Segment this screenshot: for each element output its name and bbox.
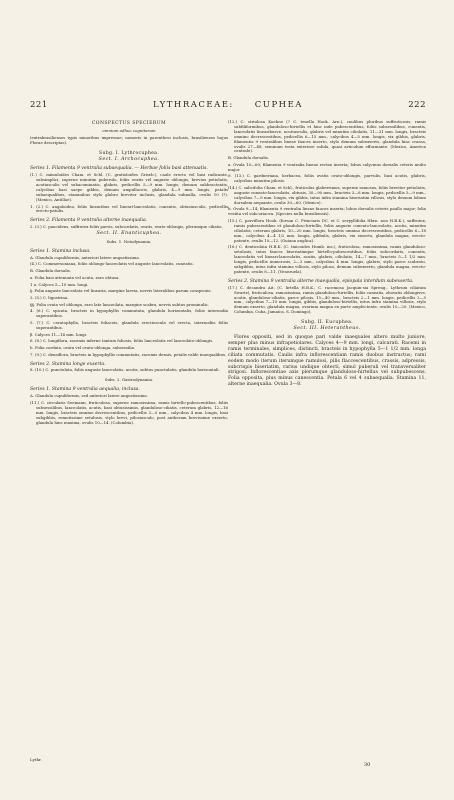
species-entry: (14.) C. salicifolia Cham. et Schl., fruticulus glaberrimus, superne ramosus, foliis breviter petiolatis, anguste cuneato-lanceolatis, obtusis, 30—90 mm., bracteis 3—8 mm. longis, pedicellis 5—9 mm., calycibus 7—9 mm. longis, vix gibbis, intus infra stamina biseriatim villosis, stylo demum lobum dorsalem aequante, ovulis 30—60. (Mexico). bbox=[228, 185, 426, 205]
subsection-heading: Subs. 1. Notodynamia. bbox=[106, 238, 152, 244]
series-heading: Series 1. Filamenta 9 ventralia subaequalia. — Herbae foliis basi attenuatis. bbox=[30, 166, 208, 172]
key-line: 1 a. Calyces 5—10 mm. longi. bbox=[30, 281, 89, 287]
species-entry: (15.) C. parviflora Hook. (forsan C. Princiaris DC. et C. serpyllifolia Hbrn. non H.B.K.), suffrutex, ramis pubescentibus et glanduloso-hirtellis, foliis anguste cuneato-lanceolatis, acutis, minutim ciliolatis, ceterum glabris, 10—20 mm. longis, bracteis omnino decrescentibus, pedicellis 6—18 mm., calycibus 4—4 1/2 mm. longis, gibbulis, glabris, vix exserto, glandula magna, erecto-patente, ovulis 10—12. (Guiana anglica). bbox=[228, 218, 426, 243]
species-entry: (4.) C. Commersoniana, foliis oblongo-lanceolatis vel anguste lanceolatis, cuneatis. bbox=[30, 261, 194, 267]
species-entry: 3. (5.) C. ligustrina. bbox=[30, 294, 69, 300]
series-heading: Series 2. Filamenta 9 ventralia alterne inaequalia. bbox=[30, 218, 148, 224]
series-heading: Series 2. Stamina longe exserta. bbox=[30, 361, 106, 367]
intro-text: (extrabrasilienses typis minoribus impressae; numeris in parenthesi inclusis, brasilienses hujus Florae descriptas). bbox=[30, 134, 228, 145]
species-entry: 9. (13.) C. gardneriana, herbacea, foliis ovatis ovato-oblongis, parvulis, basi acutis, glabris, calycibus minutim pilosis. bbox=[228, 173, 426, 184]
page-number-right: 222 bbox=[408, 100, 426, 110]
key-line: β. Calyces 11—14 mm. longi. bbox=[30, 331, 88, 337]
right-column bbox=[228, 120, 426, 390]
key-line: b. Folia cordata, ovata vel ovato-oblonga, subsessilia. bbox=[30, 344, 136, 350]
species-entry: 2. (3.) C. paucidens, suffrutex foliis parvis, subcordatis, ovatis, ovato-oblongis, plerumque ciliatis. bbox=[30, 224, 223, 230]
key-line: §§. Folia ovata vel oblonga, raro late lanceolata, margine scabra, nervis subtus prominulis. bbox=[30, 301, 209, 307]
species-entry: (16.) C. denticulata H.B.K. (C. tinicoides Humb. ms.), fruticulosa, ramosissima, ramis glanduloso-setulosis, intus fauces biseriatimque hirtello-pubescentibus, foliis subcordatis, cuneatis, lanceolatis vel lineari-lanceolatis, acutis, glabris, ciliolatis, 14—7 mm., bracteis 5—1 1/2 mm. longis, pedicellis numerosis, 2—3 mm., calycibus 4 mm. longis, glabris, stylo parce scabrato, subgibbis, intus infra stamina villosis, stylo piloso, demum subexserto, glandula magna, erecto-patente, ovulis 8—11. (Venezuela). bbox=[228, 244, 426, 274]
signature-mark: 30 bbox=[364, 762, 371, 768]
key-line: B. Glandula dorsalis. bbox=[228, 155, 270, 161]
key-line: §. Folia anguste lanceolata vel linearia, margine laevia, nervis lateralibus parum conspicuis. bbox=[30, 288, 212, 294]
species-entry: (11.) C. circularis Seemann, fruticulosa, superne ramosissima, ramis hirtello-pubescentibus, foliis subsessilibus, lanceolatis, acutis, basi obtusissimis, glanduloso-ciliatis, ceterum glabris, 12—16 mm. longis, bracteis omnino decrescentibus, pedicellis 3—5 mm., calycibus 4 mm. longis, basi subgibbis, remotissime setulosis, stylo brevi, pilosiusculo, post antheram brevissime exserto, glandula hinc maxima, ovulis 10—14. (Columbia). bbox=[30, 399, 228, 425]
key-line: a. Folia basi attenuata vel acuta, raro obtusa. bbox=[30, 274, 120, 280]
conspectus-subtitle: omnium adhuc cognitarum bbox=[102, 127, 156, 133]
subgenus-heading: Subg. I. Lythrocuphea. bbox=[99, 150, 159, 156]
series-heading: Series 1. Stamina inclusa. bbox=[30, 248, 91, 254]
subgenus-heading: Subg. II. Eucuphea. bbox=[301, 320, 353, 326]
section-heading: Sect. II. Enanticuphea. bbox=[96, 231, 162, 236]
species-entry: 5. (7.) C. ceratophylla, bracteis foliaceis, glandula erectiuscula vel erecta, internodiis foliis superantibus. bbox=[30, 319, 228, 330]
section-description: Flores oppositi, sed in quoque pari valde inaequales altero multo juniore, semper plus minus infrapetiolares. Calyces 4—9 mm. longi, calcarati. Racemi in ramis terminales, simplices, distincti, bracteis in hypophylla 5—1 1/2 mm. longa ciliata commutatis. Caulis infra inflorescentiam ramis duobus instructus; rami eodem modo iterum iterumque ramulosi, pilis flaccescentibus, crassis, adpressis, subcrispis biseriatim, rarius undique obtecti, simul puberuli vel transversaliter strigosi. Inflorescentiae axis plerumque glanduloso-hirtellus vel subpubescens. Folia opposita, plus minus canescentia. Petala 6 vel 4 subaequalia. Stamina 11, alterne inaequalia. Ovula 3—8. bbox=[228, 335, 426, 388]
series-heading: Series 2. Stamina 9 ventralia alterne inaequalia, epiopala interdum subexserta. bbox=[228, 278, 414, 284]
series-heading: Series 1. Stamina 9 ventralia aequalia, inclusa. bbox=[30, 387, 140, 393]
species-entry: 6. (8.) C. longiflora, racemis inferne tantum foliosis, foliis lanceolatis vel lanceolato-oblongis. bbox=[30, 338, 214, 344]
species-entry: 1. (2.) C. angaloidea, foliis linearibus vel lineari-lanceolatis, cuneatis, obtusiusculis, pedicellis erecto-patulis. bbox=[30, 203, 228, 214]
species-entry: 7. (9.) C. densiflora, bracteis in hypophyllis commutatis, racemis densis, petalis valde inaequalibus. bbox=[30, 351, 227, 357]
key-line: B. Glandula dorsalis. bbox=[30, 268, 72, 274]
species-entry: 8. (10.) C. punctulata, foliis anguste lanceolatis, acutis, subtus punctulatis, glandula horizontali. bbox=[30, 367, 220, 373]
key-line: b. Ovula 9—14; filamenta 9 ventralia lineae fauces inserta; lobus dorsalis ceteris paullo major; folia vestita vel subcoriacea. (Species nulla brasiliensis). bbox=[228, 206, 426, 217]
footer-signature: Lythr. bbox=[30, 757, 42, 762]
key-line: a. Ovula 10—60; filamenta 9 ventralia lineae rectae inserta; lobus calycinus dorsalis ceteris multo major. bbox=[228, 161, 426, 172]
species-entry: 4. (6.) C. spicata, bracteis in hypophyllis commutata, glandula horizontalis, foliis internodia superantibus. bbox=[30, 308, 228, 319]
conspectus-title: CONSPECTUS SPECIERUM bbox=[91, 121, 167, 126]
left-column bbox=[30, 120, 228, 427]
section-heading: Sect. I. Archocuphea. bbox=[98, 156, 160, 162]
species-entry: (12.) C. striulosa Koehne (? C. tenella Hook. Arn.), caulibus pluribus suffruticosis, ramis subfiliformibus, glanduloso-hirtellis et hinc inde pubescentibus, foliis subsessilibus, cuneatis, lanceolatis linearibusve, acutiusculis, glabris vel minutim ciliolatis, 11—31 mm. longis, bracteis omnino decrescentibus, pedicellis 6—15 mm., calycibus 4—5 mm. longis, vix gibbis, glabris, filamentis 9 ventralibus lineae fauces inserto, stylo demum subexserto, glandula hinc crassa, ovulis 27—48, seminum testa exteriore solida, quasi articulum efformante. (Mexico, America centrale). bbox=[228, 119, 426, 154]
section-heading: Sect. III. Heterantheus. bbox=[293, 326, 361, 332]
running-title: LYTHRACEAE: CUPHEA bbox=[153, 100, 303, 110]
species-entry: (1.) C. mimuloides Cham. et Schl. (C. gratioloides Griseb.), caule erecto vel basi radicante, subsimplici, superne minutim puberulo, foliis ovatis vel anguste oblongis, brevius petiolatis, acutiusculis vel subacuminatis, glabris, pedicellis 5—9 mm. longis, demum subbracteatis, calycibus basi saepe gibbis, demum ampullaceis, glabris, 4—9 mm. longis, petalis subaequalibus, staminibus stylo glabro breviter inclusis, glandula subnulla, ovulis 10 (?). (Mexico, Antillae). bbox=[30, 172, 228, 202]
species-entry: (17.) C. decandra Ait. (C. lirtella H.B.K., C. racemosa Jacquin-sia Spreng., Lythrum ciliatum Swartz), fruticulosa, ramosissima, ramis glanduloso-hirtellis, foliis cuneatis, obovatis oblongisve, acutis, glanduloso-ciliatis, parce pilosis, 15—40 mm., bracteis 2—1 mm. longis, pedicellis 2—5 mm., calycibus 7—10 mm. longis, gibbis, glanduloso-hirtellis, intus infra stamina villosis, stylo demum exserto, glandula magna, ovarium magna ex parte amplectente, ovulis 10—20. (Mexico, Columbia, Cuba, Jamaica, S. Domingo). bbox=[228, 284, 426, 315]
running-header bbox=[30, 100, 426, 112]
subsection-heading: Subs. 2. Gastrodynamia. bbox=[104, 377, 154, 383]
key-line: A. Glandula cupuliformis, sed anteriori latere angustissima. bbox=[30, 393, 148, 399]
page-number-left: 221 bbox=[30, 100, 48, 110]
key-line: A. Glandula cupuliformis, anteriori latere angustissima. bbox=[30, 254, 140, 260]
